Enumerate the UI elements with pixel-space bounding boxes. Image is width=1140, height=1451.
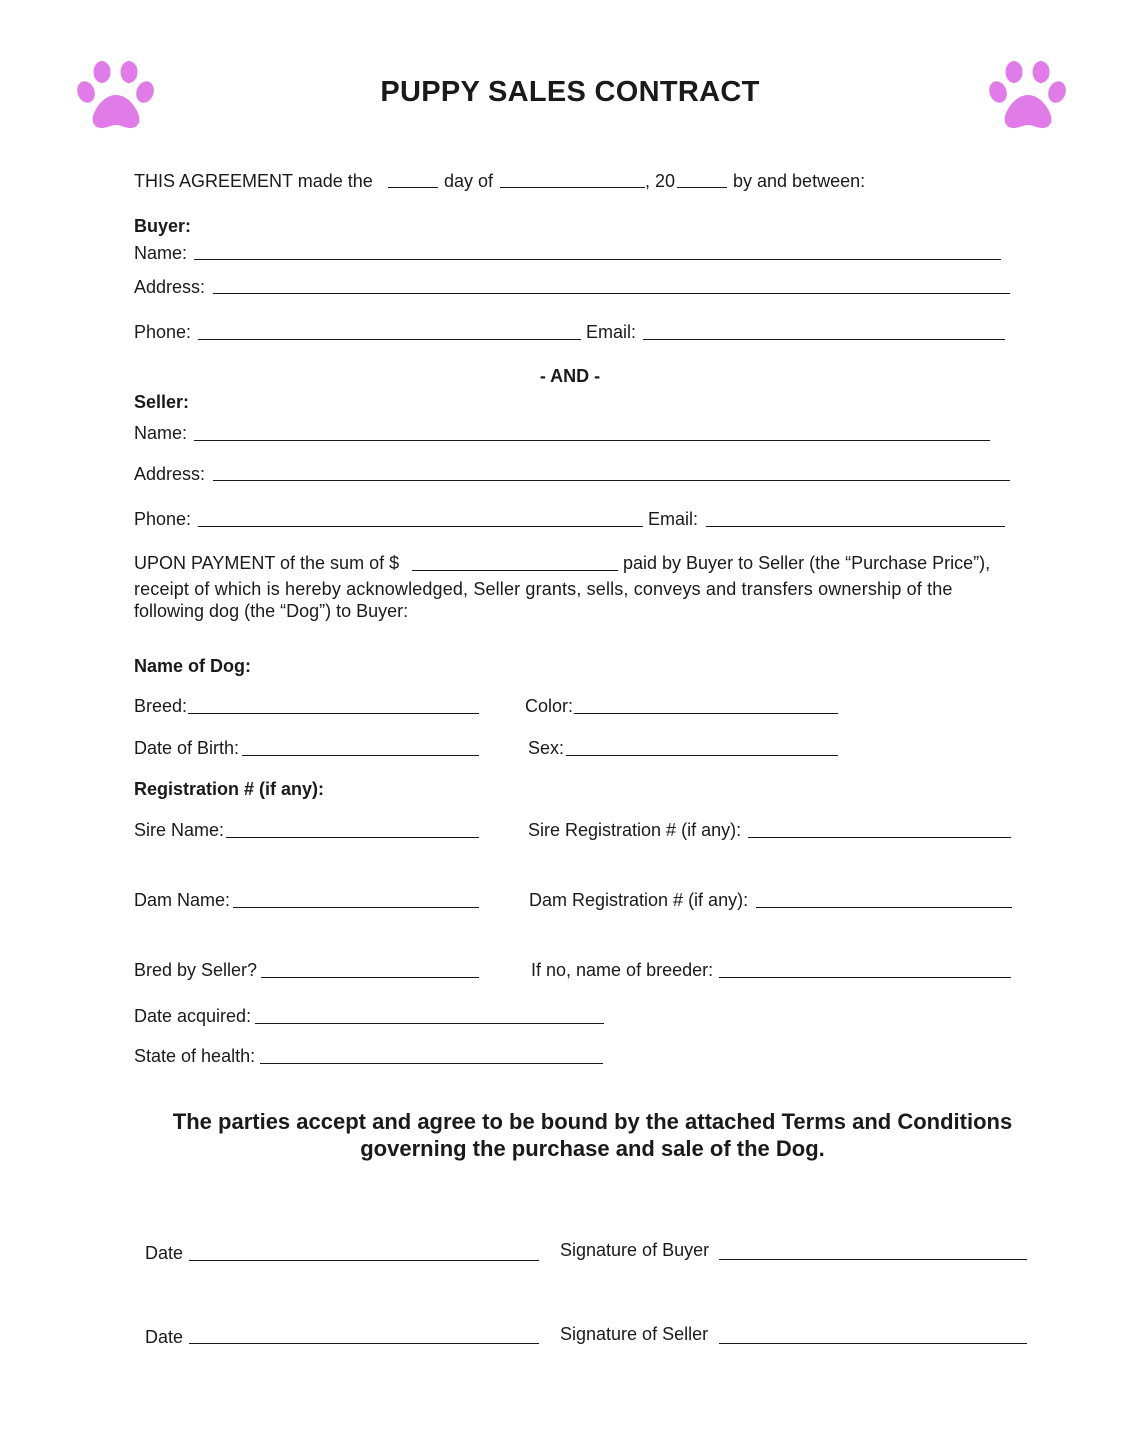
- agreement-statement-line1: The parties accept and agree to be bound by the attached Terms and Conditions: [172, 1109, 1013, 1134]
- agreement-text-year: , 20: [645, 171, 676, 191]
- agreement-text-between: by and between:: [733, 171, 866, 191]
- seller-email-field[interactable]: [706, 526, 1005, 527]
- buyer-email-label: Email:: [586, 322, 637, 342]
- state-of-health-field[interactable]: [260, 1063, 603, 1064]
- buyer-date-label: Date: [145, 1243, 184, 1263]
- and-separator: - AND -: [539, 366, 601, 386]
- sex-label: Sex:: [528, 738, 565, 758]
- payment-text-paid: paid by Buyer to Seller (the “Purchase Price”),: [623, 553, 991, 573]
- buyer-signature-label: Signature of Buyer: [560, 1240, 710, 1260]
- color-field[interactable]: [574, 713, 838, 714]
- sire-registration-label: Sire Registration # (if any):: [528, 820, 742, 840]
- date-acquired-field[interactable]: [255, 1023, 604, 1024]
- sire-name-field[interactable]: [226, 837, 479, 838]
- breeder-name-field[interactable]: [719, 977, 1011, 978]
- agreement-statement-line2: governing the purchase and sale of the Dog.: [360, 1136, 825, 1161]
- dam-name-field[interactable]: [233, 907, 479, 908]
- seller-name-label: Name:: [134, 423, 188, 443]
- seller-phone-label: Phone:: [134, 509, 192, 529]
- seller-date-field[interactable]: [189, 1343, 539, 1344]
- breed-label: Breed:: [134, 696, 188, 716]
- payment-text-line2: receipt of which is hereby acknowledged, Seller grants, sells, conveys and transfers ownership of the: [134, 579, 953, 599]
- sex-field[interactable]: [566, 755, 838, 756]
- agreement-text-made: THIS AGREEMENT made the: [134, 171, 373, 191]
- seller-signature-label: Signature of Seller: [560, 1324, 709, 1344]
- payment-text-sum: UPON PAYMENT of the sum of $: [134, 553, 400, 573]
- dob-label: Date of Birth:: [134, 738, 240, 758]
- day-field[interactable]: [388, 187, 438, 188]
- seller-name-field[interactable]: [194, 440, 990, 441]
- dam-registration-field[interactable]: [756, 907, 1012, 908]
- buyer-date-field[interactable]: [189, 1260, 539, 1261]
- buyer-name-label: Name:: [134, 243, 188, 263]
- color-label: Color:: [525, 696, 574, 716]
- dam-name-label: Dam Name:: [134, 890, 231, 910]
- state-of-health-label: State of health:: [134, 1046, 256, 1066]
- bred-by-seller-label: Bred by Seller?: [134, 960, 258, 980]
- seller-address-field[interactable]: [213, 480, 1010, 481]
- purchase-price-field[interactable]: [412, 570, 618, 571]
- seller-email-label: Email:: [648, 509, 699, 529]
- buyer-signature-field[interactable]: [719, 1259, 1027, 1260]
- year-field[interactable]: [677, 187, 727, 188]
- dob-field[interactable]: [242, 755, 479, 756]
- buyer-name-field[interactable]: [194, 259, 1001, 260]
- seller-phone-field[interactable]: [198, 526, 643, 527]
- sire-registration-field[interactable]: [748, 837, 1011, 838]
- breeder-name-label: If no, name of breeder:: [531, 960, 714, 980]
- buyer-address-label: Address:: [134, 277, 206, 297]
- seller-date-label: Date: [145, 1327, 184, 1347]
- bred-by-seller-field[interactable]: [261, 977, 479, 978]
- registration-heading: Registration # (if any):: [134, 779, 325, 799]
- page-title: PUPPY SALES CONTRACT: [380, 76, 760, 108]
- buyer-heading: Buyer:: [134, 216, 192, 236]
- payment-text-line3: following dog (the “Dog”) to Buyer:: [134, 601, 409, 621]
- seller-heading: Seller:: [134, 392, 190, 412]
- month-field[interactable]: [500, 187, 645, 188]
- date-acquired-label: Date acquired:: [134, 1006, 252, 1026]
- dog-name-heading: Name of Dog:: [134, 656, 251, 676]
- agreement-statement: [140, 1108, 1045, 1162]
- sire-name-label: Sire Name:: [134, 820, 225, 840]
- buyer-email-field[interactable]: [643, 339, 1005, 340]
- buyer-phone-field[interactable]: [198, 339, 581, 340]
- seller-address-label: Address:: [134, 464, 206, 484]
- buyer-phone-label: Phone:: [134, 322, 192, 342]
- dam-registration-label: Dam Registration # (if any):: [529, 890, 749, 910]
- breed-field[interactable]: [188, 713, 479, 714]
- buyer-address-field[interactable]: [213, 293, 1010, 294]
- seller-signature-field[interactable]: [719, 1343, 1027, 1344]
- agreement-text-day: day of: [444, 171, 494, 191]
